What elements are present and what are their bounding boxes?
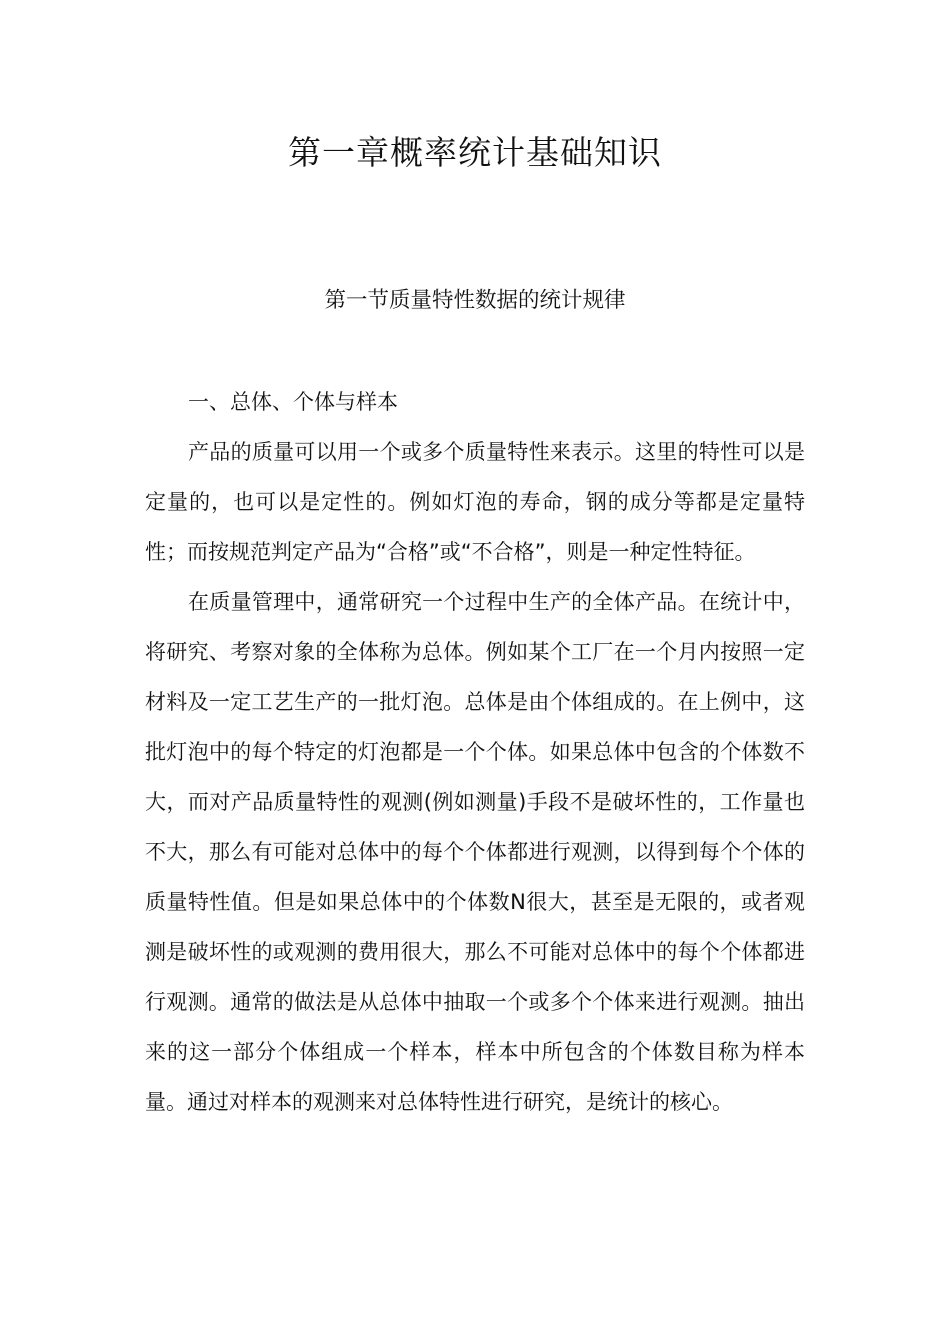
section-title: 第一节质量特性数据的统计规律	[324, 288, 626, 313]
document-body	[145, 377, 805, 1127]
chapter-title: 第一章概率统计基础知识	[288, 133, 662, 172]
paragraph-population-sample: 在质量管理中，通常研究一个过程中生产的全体产品。在统计中，将研究、考察对象的全体称为总体。例如某个工厂在一个月内按照一定材料及一定工艺生产的一批灯泡。总体是由个体组成的。在上例中，这批灯泡中的每个特定的灯泡都是一个个体。如果总体中包含的个体数不大，而对产品质量特性的观测(例如测量)手段不是破坏性的，工作量也不大，那么有可能对总体中的每个个体都进行观测，以得到每个个体的质量特性值。但是如果总体中的个体数N很大，甚至是无限的，或者观测是破坏性的或观测的费用很大，那么不可能对总体中的每个个体都进行观测。通常的做法是从总体中抽取一个或多个个体来进行观测。抽出来的这一部分个体组成一个样本，样本中所包含的个体数目称为样本量。通过对样本的观测来对总体特性进行研究，是统计的核心。	[145, 590, 805, 1114]
subsection-heading: 一、总体、个体与样本	[188, 390, 398, 414]
paragraph-quality-characteristics: 产品的质量可以用一个或多个质量特性来表示。这里的特性可以是定量的，也可以是定性的。例如灯泡的寿命，钢的成分等都是定量特性；而按规范判定产品为“合格”或“不合格”，则是一种定性特征。	[145, 440, 805, 564]
